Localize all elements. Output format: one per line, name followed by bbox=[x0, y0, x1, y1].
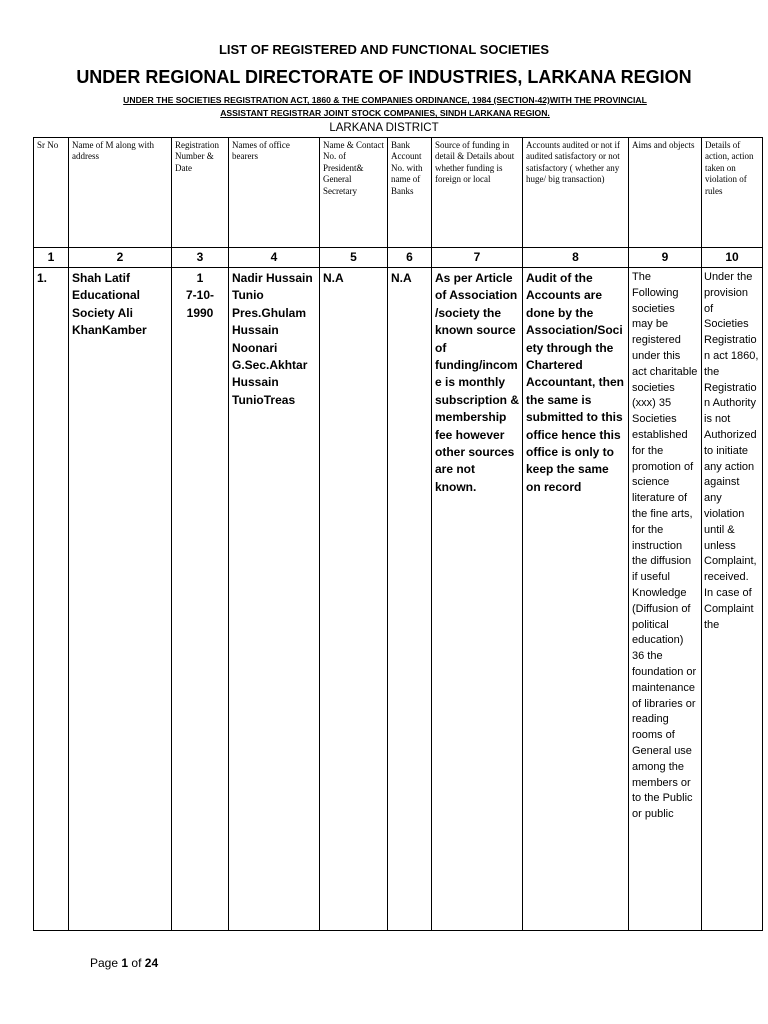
column-number: 10 bbox=[702, 248, 763, 268]
column-number-row bbox=[34, 248, 763, 268]
page-word: Page bbox=[90, 956, 119, 970]
document-heading: UNDER REGIONAL DIRECTORATE OF INDUSTRIES, LARKANA REGION bbox=[76, 67, 692, 87]
table-row bbox=[34, 268, 763, 931]
cell-registration bbox=[172, 268, 229, 931]
registration-number: 1 bbox=[196, 271, 204, 285]
registration-date: 7-10-1990 bbox=[185, 288, 214, 320]
column-header-president-contact: Name & Contact No. of President& General Secretary bbox=[320, 138, 388, 248]
cell-president-contact: N.A bbox=[320, 268, 388, 931]
district-label: LARKANA DISTRICT bbox=[329, 122, 439, 134]
column-number: 6 bbox=[388, 248, 432, 268]
cell-funding: As per Article of Association /society the known source of funding/income is monthly subscription & membership fee however other sources are not known. bbox=[432, 268, 523, 931]
cell-action: Under the provision of Societies Registration act 1860, the Registration Authority is not Authorized to initiate any action against any violation until & unless Complaint, received. In case of Complaint the bbox=[702, 268, 763, 931]
of-word: of bbox=[131, 956, 142, 970]
cell-bank-account: N.A bbox=[388, 268, 432, 931]
column-header-sr-no: Sr No bbox=[34, 138, 69, 248]
document-title: LIST OF REGISTERED AND FUNCTIONAL SOCIETIES bbox=[218, 42, 550, 57]
column-header-registration: Registration Number & Date bbox=[172, 138, 229, 248]
page-total: 24 bbox=[144, 956, 159, 970]
column-header-audit: Accounts audited or not if audited satisfactory or not satisfactory ( whether any huge/ big transaction) bbox=[523, 138, 629, 248]
subtitle-line-1: UNDER THE SOCIETIES REGISTRATION ACT, 1860 & THE COMPANIES ORDINANCE, 1984 (SECTION-42)WITH THE PROVINCIAL bbox=[123, 95, 647, 105]
cell-society-name: Shah Latif Educational Society Ali KhanKamber bbox=[69, 268, 172, 931]
table-header-row bbox=[34, 138, 763, 248]
cell-sr-no: 1. bbox=[34, 268, 69, 931]
column-number: 3 bbox=[172, 248, 229, 268]
column-header-bank-account: Bank Account No. with name of Banks bbox=[388, 138, 432, 248]
cell-audit: Audit of the Accounts are done by the Association/Society through the Chartered Accountant, then the same is submitted to this office hence this office is only to keep the same on record bbox=[523, 268, 629, 931]
column-number: 8 bbox=[523, 248, 629, 268]
column-number: 4 bbox=[229, 248, 320, 268]
column-number: 5 bbox=[320, 248, 388, 268]
column-header-funding: Source of funding in detail & Details about whether funding is foreign or local bbox=[432, 138, 523, 248]
column-number: 1 bbox=[34, 248, 69, 268]
column-header-action: Details of action, action taken on violation of rules bbox=[702, 138, 763, 248]
subtitle-line-2: ASSISTANT REGISTRAR JOINT STOCK COMPANIES, SINDH LARKANA REGION. bbox=[220, 108, 550, 118]
column-number: 2 bbox=[69, 248, 172, 268]
column-header-aims: Aims and objects bbox=[629, 138, 702, 248]
societies-table bbox=[33, 137, 763, 931]
column-header-office-bearers: Names of office bearers bbox=[229, 138, 320, 248]
column-number: 9 bbox=[629, 248, 702, 268]
page-current: 1 bbox=[121, 956, 129, 970]
page-footer bbox=[90, 956, 158, 970]
column-number: 7 bbox=[432, 248, 523, 268]
cell-office-bearers: Nadir Hussain Tunio Pres.Ghulam Hussain Noonari G.Sec.Akhtar Hussain TunioTreas bbox=[229, 268, 320, 931]
column-header-name: Name of M along with address bbox=[69, 138, 172, 248]
cell-aims: The Following societies may be registered under this act charitable societies (xxx) 35 Societies established for the promotion of science literature of the fine arts, for the instruction the diffusion if useful Knowledge (Diffusion of political education) 36 the foundation or maintenance of libraries or reading rooms of General use among the members or to the Public or public bbox=[629, 268, 702, 931]
